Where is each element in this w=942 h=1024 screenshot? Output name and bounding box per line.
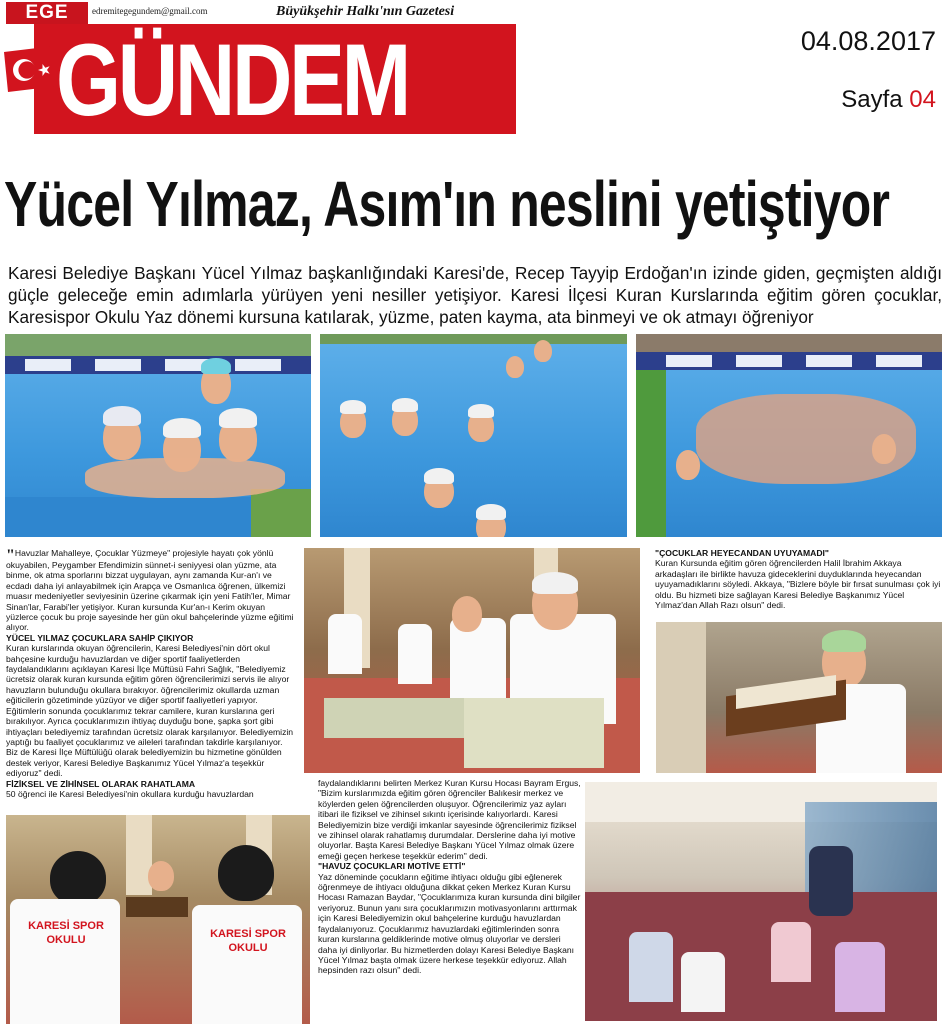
- mosque-class-photo: [585, 782, 937, 1021]
- page-number: 04: [909, 86, 936, 113]
- classroom-photo: [304, 548, 640, 773]
- subheading: "HAVUZ ÇOCUKLARI MOTİVE ETTİ": [318, 861, 466, 872]
- students-reading-photo: [6, 815, 310, 1024]
- body-paragraph: faydalandıklarını belirten Merkez Kuran Kursu Hocası Bayram Ergus, "Bizim kurslarımızda eğitim gören öğrenciler Balıkesir merkez ve köylerden gelen öğrencilerden oluşuyor. Öğrencilerimiz yaz ayları itibari ile fiziksel ve zihinsel sıkıntı içerisinde kalıyorlardı. Karesi Belediyemizin bize verdiği imkanlar sayesinde öğrencilerimiz fiziksel ve zihinsel olarak rahatlamış durumdalar. Derslerine daha iyi motive oluyorlar. Başta Karesi Belediye Başkanı Yücel Yılmaz olmak üzere emeği geçen herkese teşekkür ederim" dedi.: [318, 778, 581, 861]
- pool-photo-1: [5, 334, 311, 537]
- issue-date: 04.08.2017: [800, 26, 936, 56]
- masthead-motto: Büyükşehir Halkı'nın Gazetesi: [276, 4, 455, 19]
- pool-photo-3: [636, 334, 942, 537]
- karesi-shirt: KARESİ SPOR OKULU: [10, 899, 120, 1024]
- masthead-ege-label: EGE: [6, 2, 88, 24]
- body-paragraph: Havuzlar Mahalleye, Çocuklar Yüzmeye" projesiyle hayatı çok yönlü okuyabilen, Peygamber Efendimizin sünnet-i seniyyesi olan yüzme, ata binme, ok atma sporlarını bizzat uygulayan, aynı zamanda Kur-an'ı ve ecdadı daha iyi anlayabilmek için Arapça ve Osmanlıca öğrenen, ülkemizi muasır medeniyetler seviyesinin üzerine çıkarmak için yeni Fatih'ler, Mimar Sinan'lar, Farabi'ler yetişiyor. Kuran kursunda Kur'an-ı Kerim okuyan yüzlerce çocuk bu proje sayesinde her gün okul bahçelerinde yüzme eğitimi alıyor.: [6, 548, 294, 633]
- quran-reader-photo: [656, 622, 942, 773]
- karesi-shirt: KARESİ SPOR OKULU: [192, 905, 302, 1024]
- article-column-1: "Havuzlar Mahalleye, Çocuklar Yüzmeye" projesiyle hayatı çok yönlü okuyabilen, Peygamber Efendimizin sünnet-i seniyyesi olan yüzme, ata binme, ok atma sporlarını bizzat uygulayan, aynı zamanda Kur-an'ı ve ecdadı daha iyi anlayabilmek için Arapça ve Osmanlıca öğrenen, ülkemizi muasır medeniyetler seviyesinin üzerine çıkarmak için yeni Fatih'ler, Mimar Sinan'lar, Farabi'ler yetişiyor. Kuran kursunda Kur'an-ı Kerim okuyan yüzlerce çocuk bu proje sayesinde her gün okul bahçelerinde yüzme eğitimi alıyor. YÜCEL YILMAZ ÇOCUKLARA SAHİP ÇIKIYOR Kuran kurslarında okuyan öğrencilerin, Karesi Belediyesi'nin dört okul bahçesine kurduğu havuzlardan ve diğer sportif faaliyetlerden faydalandıklarını açıklayan Karesi İlçe Müftüsü Fahri Sağlık, "Belediyemiz ücretsiz olarak kuran kursunda eğitim gören öğrencilerimizi servis ile alıyor havuzların bulunduğu okullara bırakıyor. öğrencilerimiz okullarda uzman eğiticilerin gözetiminde yüzüyor ve diğer sportif faaliyetleri yapıyor. Eğitimlerin sonunda çocuklarımız tekrar camilere, kuran kurslarına geri bırakılıyor. Ayrıca çocuklarımızın ihtiyaç duyduğu bone, şapka şort gibi ihtiyaçları belediyemiz tarafından ücretsiz olarak karşılanıyor. Belediyemizin yaptığı bu faaliyet çocuklarımız ve aileleri tarafından takdirle karşılanıyor. Biz de Karesi İlçe Müftülüğü olarak belediyemizin bu hizmetine gönülden destek veriyor, Karesi Belediye Başkanımız Yücel Yılmaz'a teşekkür ediyoruz" dedi. FİZİKSEL VE ZİHİNSEL OLARAK RAHATLAMA 50 öğrenci ile Karesi Belediyesi'nin okullara kurduğu havuzlardan: [6, 548, 296, 799]
- turkish-flag-icon: [0, 46, 58, 92]
- article-column-2: [318, 778, 582, 976]
- subheading: "ÇOCUKLAR HEYECANDAN UYUYAMADI": [655, 548, 829, 558]
- body-paragraph: Kuran kurslarında okuyan öğrencilerin, Karesi Belediyesi'nin dört okul bahçesine kurduğu havuzlardan ve diğer sportif faaliyetlerden faydalandıklarını açıklayan Karesi İlçe Müftüsü Fahri Sağlık, "Belediyemiz ücretsiz olarak kuran kursunda eğitim gören öğrencilerimizi servis ile alıyor havuzların bulunduğu okullara bırakıyor. öğrencilerimiz okullarda uzman eğiticilerin gözetiminde yüzüyor ve diğer sportif faaliyetleri yapıyor. Eğitimlerin sonunda çocuklarımız tekrar camilere, kuran kurslarına geri bırakılıyor. Ayrıca çocuklarımızın ihtiyaç duyduğu bone, şapka şort gibi ihtiyaçları belediyemiz tarafından ücretsiz olarak karşılanıyor. Belediyemizin yaptığı bu faaliyet çocuklarımız ve aileleri tarafından takdirle karşılanıyor. Biz de Karesi İlçe Müftülüğü olarak belediyemizin bu hizmetine gönülden destek veriyor, Karesi Belediye Başkanımız Yücel Yılmaz'a teşekkür ediyoruz" dedi.: [6, 643, 294, 779]
- subheading: FİZİKSEL VE ZİHİNSEL OLARAK RAHATLAMA: [6, 778, 196, 789]
- masthead-email: edremitegegundem@gmail.com: [92, 6, 208, 16]
- body-paragraph: Yaz döneminde çocukların eğitime ihtiyacı olduğu gibi eğlenerek öğrenmeye de ihtiyacı olduğuna dikkat çeken Merkez Kuran Kursu Hocası Ramazan Baydar, "Çocuklarımıza kuran kursunda dini bilgiler veriyoruz. Bunun yanı sıra çocuklarımızın motivasyonlarını arttırmak için Karesi Belediyemizin okul bahçelerine kurduğu havuzlardan faydalanıyoruz. Çocuklarımız havuzlardaki eğitimlerinden sonra kuran kurslarına geldiklerinde motive olmuş oluyorlar ve dersleri daha iyi dinliyorlar. Bu hizmetlerden dolayı Karesi Belediye Başkanı Yücel Yılmaz başta olmak üzere herkese teşekkür ediyoruz. Allah hepsinden razı olsun" dedi.: [318, 871, 581, 976]
- pool-photo-2: [320, 334, 627, 537]
- page-label: Sayfa: [841, 86, 903, 113]
- page-indicator: [841, 86, 936, 114]
- body-paragraph: Kuran Kursunda eğitim gören öğrencilerden Halil İbrahim Akkaya arkadaşları ile birlikte havuza gideceklerini duyduklarında heyecandan uyuyamadıklarını söyledi. Akkaya, "Bizlere böyle bir fırsat sunulması çok iyi oldu. Bu hizmeti bize sağlayan Karesi Belediye Başkanımız Yücel Yılmaz'dan Allah Razı olsun" dedi.: [655, 558, 941, 611]
- masthead: [0, 0, 516, 135]
- newspaper-logo: GÜNDEM: [56, 23, 409, 137]
- article-lead: Karesi Belediye Başkanı Yücel Yılmaz başkanlığındaki Karesi'de, Recep Tayyip Erdoğan'ın izinde giden, geçmişten aldığı güçle geleceğe emin adımlarla yürüyen yeni nesiller yetişiyor. Karesi İlçesi Kuran Kurslarında eğitim gören çocuklar, Karesispor Okulu Yaz dönemi kursuna katılarak, yüzme, paten kayma, ata binmeyi ve ok atmayı öğreniyor: [8, 263, 942, 327]
- karesi-banner: [636, 352, 942, 370]
- article-headline: Yücel Yılmaz, Asım'ın neslini yetiştiyor: [4, 168, 890, 240]
- subheading: YÜCEL YILMAZ ÇOCUKLARA SAHİP ÇIKIYOR: [6, 632, 194, 643]
- article-column-3: [655, 548, 942, 610]
- karesi-banner: [5, 356, 311, 374]
- body-paragraph: 50 öğrenci ile Karesi Belediyesi'nin okullara kurduğu havuzlardan: [6, 788, 254, 799]
